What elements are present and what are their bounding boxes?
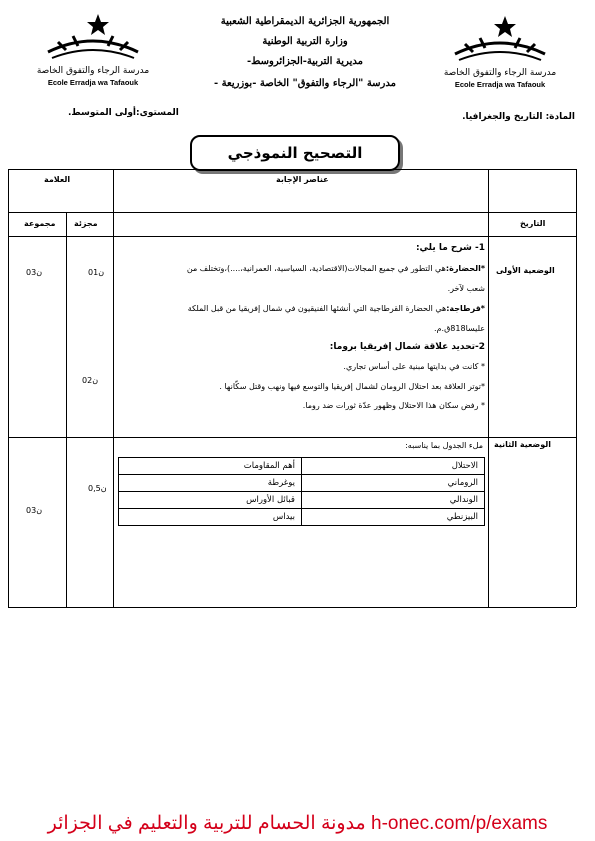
situation1-label: الوضعية الأولى <box>496 266 555 275</box>
question-2: 2-تحديد علاقة شمال إفريقيا بروما: <box>329 342 485 352</box>
header-ministry: وزارة التربية الوطنية <box>262 36 348 47</box>
question-1: 1- شرح ما يلي: <box>415 243 485 253</box>
table-cell: بيداس <box>119 509 302 526</box>
header-school: مدرسة "الرجاء والتفوق" الخاصة -بوزريعة - <box>214 78 396 89</box>
school-emblem-icon <box>445 14 555 66</box>
situation2-instruction: ملء الجدول بما يناسبه: <box>405 441 483 450</box>
grade-header: العلامة <box>44 175 71 184</box>
civilization-text: هي التطور في جميع المجالات(الاقتصادية، السياسية، العمرانية،....)،وتختلف من <box>186 264 446 273</box>
history-header: التاريخ <box>520 219 546 228</box>
page-title: التصحيح النموذجي <box>190 135 400 171</box>
level-label: المستوى:أولى المتوسط. <box>68 108 179 118</box>
situation2-total: 03ن <box>26 506 43 515</box>
situation1-partial1: 01ن <box>88 268 105 277</box>
situation1-total: 03ن <box>26 268 43 277</box>
answer-point-2: *توتر العلاقة بعد احتلال الرومان لشمال إفريقيا والتوسع فيها ونهب وقتل سكّانها . <box>219 382 485 391</box>
civilization-term: *الحضارة: <box>445 264 485 273</box>
logo-name-ar: مدرسة الرجاء والتفوق الخاصة <box>36 66 150 76</box>
total-header: مجموعة <box>24 219 56 228</box>
table-cell: الروماني <box>302 475 485 492</box>
table-row <box>119 492 485 509</box>
occupation-table <box>118 457 485 526</box>
school-emblem-icon <box>38 12 148 64</box>
header-republic: الجمهورية الجزائرية الديمقراطية الشعبية <box>220 16 390 27</box>
answer-elements-header: عناصر الإجابة <box>276 175 329 184</box>
situation1-partial2: 02ن <box>82 376 99 385</box>
table-cell: الوندالي <box>302 492 485 509</box>
situation2-partial: 0,5ن <box>88 484 107 493</box>
logo-name-fr: Ecole Erradja wa Tafaouk <box>454 80 546 89</box>
partial-header: مجزئة <box>74 219 98 228</box>
table-header-row <box>119 458 485 475</box>
table-cell: قبائل الأوراس <box>119 492 302 509</box>
answer-point-1: * كانت في بدايتها مبنية على أساس تجاري. <box>343 362 485 371</box>
table-row <box>119 509 485 526</box>
civilization-line <box>119 264 485 273</box>
table-row <box>119 475 485 492</box>
carthage-text-cont: عليسا818ق.م. <box>434 324 485 333</box>
school-logo-right <box>425 14 575 92</box>
table-header-cell: أهم المقاومات <box>119 458 302 475</box>
footer-link[interactable]: مدونة الحسام للتربية والتعليم في الجزائر h-onec.com/p/exams <box>47 813 548 834</box>
answer-point-3: * رفض سكان هذا الاحتلال وظهور عدّة ثورات ضد روما. <box>302 401 485 410</box>
school-logo-left <box>18 12 168 90</box>
table-cell: البيزنطي <box>302 509 485 526</box>
logo-name-fr: Ecole Erradja wa Tafaouk <box>47 78 139 87</box>
table-header-cell: الاحتلال <box>302 458 485 475</box>
situation2-label: الوضعية الثانية <box>494 440 552 449</box>
carthage-text: هي الحضارة القرطاجية التي أنشئها الفنيقيون في شمال إفريقيا من قبل الملكة <box>187 304 447 313</box>
subject-label: المادة: التاريخ والجغرافيا. <box>462 112 575 122</box>
table-cell: يوغرطة <box>119 475 302 492</box>
carthage-line <box>119 304 485 313</box>
logo-name-ar: مدرسة الرجاء والتفوق الخاصة <box>443 68 557 78</box>
header-directorate: مديرية التربية-الجزائروسط- <box>247 56 363 67</box>
carthage-term: *قرطاجة: <box>446 304 485 313</box>
civilization-text-cont: شعب لآخر. <box>447 284 485 293</box>
